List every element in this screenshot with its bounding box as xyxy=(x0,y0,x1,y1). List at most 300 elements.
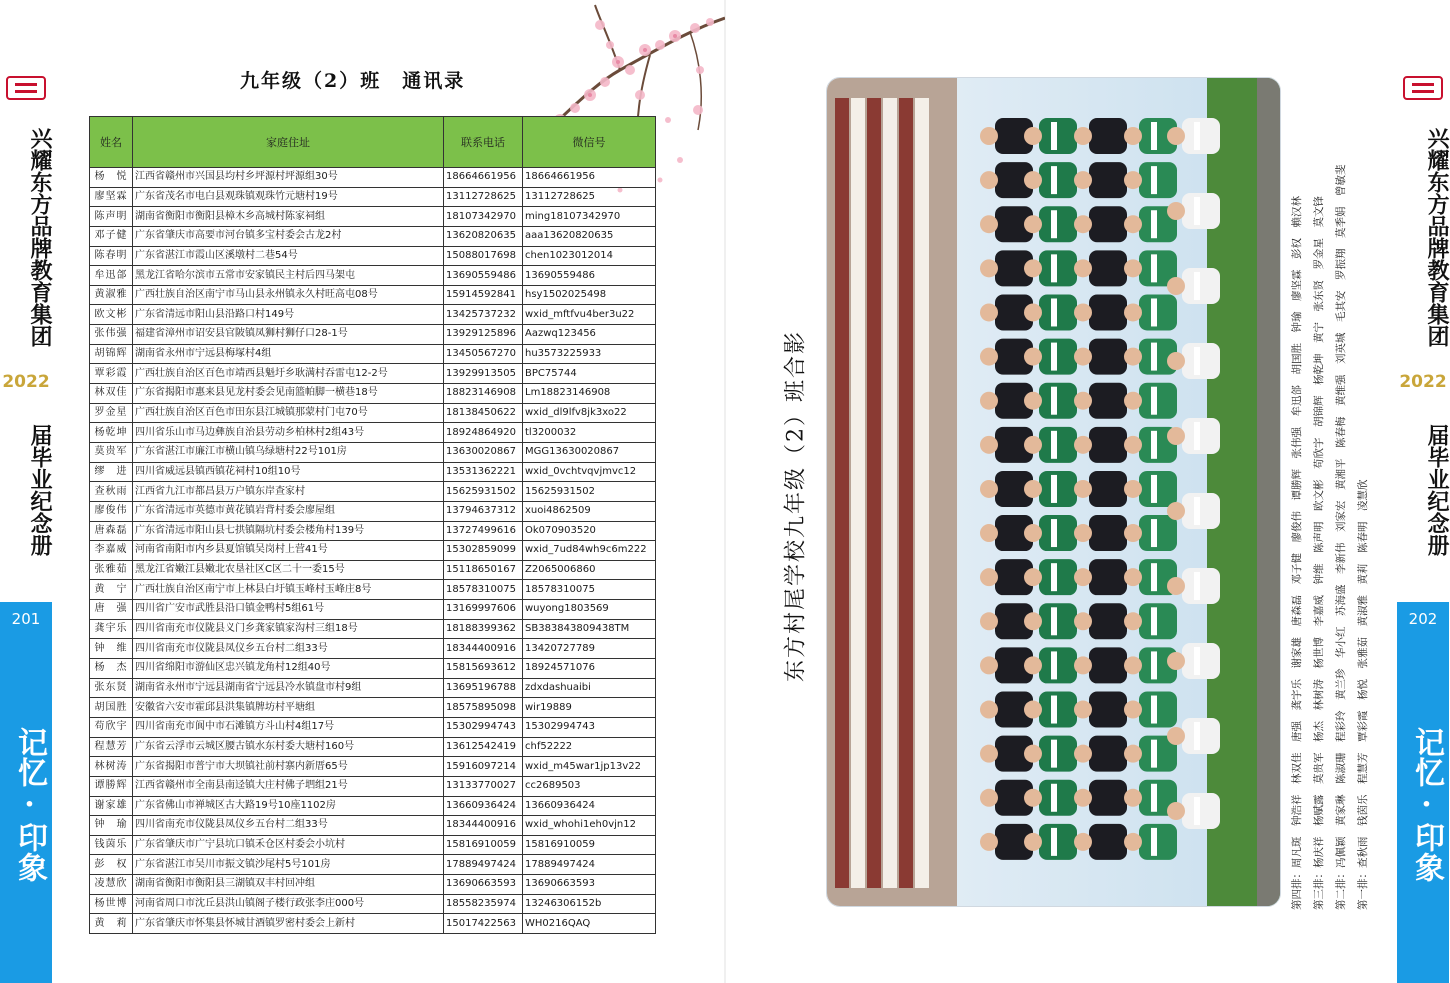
table-row xyxy=(90,207,656,227)
cell-phone: 15815693612 xyxy=(444,659,523,679)
cell-phone: 13695196788 xyxy=(444,678,523,698)
student-figure xyxy=(1039,294,1077,330)
photo-rows-list xyxy=(1282,150,1392,910)
student-figure xyxy=(1039,471,1077,507)
cell-address: 四川省广安市武胜县沿口镇金鸭村5组61号 xyxy=(133,600,444,620)
cell-name: 罗金星 xyxy=(90,403,133,423)
cell-phone: 13425737232 xyxy=(444,305,523,325)
cell-phone: 18188399362 xyxy=(444,619,523,639)
student-figure xyxy=(1139,515,1177,551)
cell-phone: 13450567270 xyxy=(444,344,523,364)
student-figure xyxy=(1039,206,1077,242)
table-row xyxy=(90,344,656,364)
cell-name: 欧文彬 xyxy=(90,305,133,325)
cell-address: 广东省揭阳市普宁市大坝镇社前村寨内新厝65号 xyxy=(133,757,444,777)
student-face xyxy=(1124,789,1142,807)
student-face xyxy=(1024,524,1042,542)
uniform-stripe xyxy=(1051,210,1057,238)
uniform-stripe xyxy=(1151,651,1157,679)
student-face xyxy=(1024,701,1042,719)
student-figure xyxy=(1039,118,1077,154)
photo-row-4: 第四排：周凡斑 钟浩祥 林双佳 唐强 龚宇乐 谢家雄 唐森磊 邓子健 廖俊伟 谭勝辉 张伟强 牟迅郃 胡国胜 钟瑜 廖坚霖 彭权 赖汉林 xyxy=(1291,196,1303,910)
cell-address: 河南省周口市沈丘县洪山镇阁子楼行政张李庄000号 xyxy=(133,894,444,914)
table-row xyxy=(90,384,656,404)
cell-name: 杨世博 xyxy=(90,894,133,914)
cell-name: 钟 瑜 xyxy=(90,816,133,836)
student-figure xyxy=(1139,824,1177,860)
student-face xyxy=(1167,127,1185,145)
table-row xyxy=(90,835,656,855)
uniform-stripe xyxy=(1051,343,1057,371)
uniform-stripe xyxy=(1151,343,1157,371)
cell-name: 钟 维 xyxy=(90,639,133,659)
student-figure xyxy=(1089,471,1127,507)
uniform-stripe xyxy=(1151,784,1157,812)
uniform-stripe xyxy=(1151,696,1157,724)
cell-phone: 13794637312 xyxy=(444,501,523,521)
student-figure xyxy=(1089,824,1127,860)
student-figure xyxy=(1182,793,1220,829)
cell-wechat: xuoi4862509 xyxy=(523,501,656,521)
uniform-stripe xyxy=(1051,254,1057,282)
right-side-strip xyxy=(1397,0,1449,983)
cell-phone: 18823146908 xyxy=(444,384,523,404)
cell-phone: 15302859099 xyxy=(444,541,523,561)
cell-phone: 13612542419 xyxy=(444,737,523,757)
cell-address: 广东省茂名市电白县观珠镇观珠竹元塘村19号 xyxy=(133,187,444,207)
uniform-stripe xyxy=(1051,696,1057,724)
cell-name: 林双佳 xyxy=(90,384,133,404)
student-figure xyxy=(1182,493,1220,529)
student-figure xyxy=(1089,162,1127,198)
student-face xyxy=(1024,789,1042,807)
table-row xyxy=(90,541,656,561)
cell-wechat: 18664661956 xyxy=(523,168,656,188)
cell-address: 广东省清远市英德市黄花镇岩背村委会廖屋组 xyxy=(133,501,444,521)
student-figure xyxy=(1182,268,1220,304)
cell-name: 谢家雄 xyxy=(90,796,133,816)
uniform-stripe xyxy=(1051,298,1057,326)
uniform-stripe xyxy=(1151,254,1157,282)
table-row xyxy=(90,796,656,816)
cell-wechat: 18578310075 xyxy=(523,580,656,600)
cell-address: 安徽省六安市霍邱县洪集镇牌坊村平塘组 xyxy=(133,698,444,718)
cell-phone: 15625931502 xyxy=(444,482,523,502)
cell-name: 唐森磊 xyxy=(90,521,133,541)
cell-name: 胡锦辉 xyxy=(90,344,133,364)
cell-name: 胡国胜 xyxy=(90,698,133,718)
student-face xyxy=(1074,303,1092,321)
cell-name: 陈声明 xyxy=(90,207,133,227)
student-face xyxy=(1024,656,1042,674)
cell-name: 钱茵乐 xyxy=(90,835,133,855)
student-figure xyxy=(1039,559,1077,595)
student-figure xyxy=(1139,692,1177,728)
student-figure xyxy=(1039,162,1077,198)
roster-title: 九年级（2）班 通讯录 xyxy=(240,70,466,92)
student-figure xyxy=(1182,343,1220,379)
cell-wechat: Lm18823146908 xyxy=(523,384,656,404)
cell-phone: 13660936424 xyxy=(444,796,523,816)
student-figure xyxy=(1089,250,1127,286)
cell-name: 杨乾坤 xyxy=(90,423,133,443)
student-figure xyxy=(1089,603,1127,639)
student-face xyxy=(1074,348,1092,366)
cell-name: 张东贤 xyxy=(90,678,133,698)
student-figure xyxy=(1039,603,1077,639)
cell-name: 牟迅郃 xyxy=(90,266,133,286)
table-row xyxy=(90,698,656,718)
student-figure xyxy=(1039,250,1077,286)
cell-address: 广东省清远市阳山县沿路口村149号 xyxy=(133,305,444,325)
table-body xyxy=(90,168,656,934)
student-face xyxy=(1124,436,1142,454)
table-row xyxy=(90,266,656,286)
table-row xyxy=(90,875,656,895)
page-number-band xyxy=(0,602,52,983)
cell-wechat: 17889497424 xyxy=(523,855,656,875)
student-face xyxy=(980,701,998,719)
student-face xyxy=(1124,127,1142,145)
student-face xyxy=(980,348,998,366)
table-row xyxy=(90,403,656,423)
student-figure xyxy=(1182,643,1220,679)
student-face xyxy=(1074,789,1092,807)
student-face xyxy=(1167,577,1185,595)
cell-name: 唐 强 xyxy=(90,600,133,620)
cell-name: 查秋雨 xyxy=(90,482,133,502)
cell-phone: 13169997606 xyxy=(444,600,523,620)
student-figure xyxy=(1089,206,1127,242)
cell-name: 黄 莉 xyxy=(90,914,133,934)
student-face xyxy=(1074,656,1092,674)
student-figure xyxy=(1089,339,1127,375)
cell-phone: 15017422563 xyxy=(444,914,523,934)
uniform-stripe xyxy=(1194,797,1200,825)
table-row xyxy=(90,659,656,679)
uniform-stripe xyxy=(1051,607,1057,635)
uniform-stripe xyxy=(1151,740,1157,768)
student-face xyxy=(980,833,998,851)
cell-wechat: aaa13620820635 xyxy=(523,226,656,246)
student-face xyxy=(1124,656,1142,674)
cell-wechat: wir19889 xyxy=(523,698,656,718)
student-face xyxy=(1167,277,1185,295)
table-row xyxy=(90,816,656,836)
student-face xyxy=(1124,568,1142,586)
cell-wechat: 13690559486 xyxy=(523,266,656,286)
uniform-stripe xyxy=(1194,572,1200,600)
page-number: 201 xyxy=(11,610,41,628)
cell-wechat: wxid_m45war1jp13v22 xyxy=(523,757,656,777)
uniform-stripe xyxy=(1051,166,1057,194)
table-header-row xyxy=(90,117,656,168)
uniform-stripe xyxy=(1151,828,1157,856)
cell-address: 四川省南充市仪陇县凤仪乡五台村二组33号 xyxy=(133,816,444,836)
cell-wechat: tl3200032 xyxy=(523,423,656,443)
cell-address: 广东省肇庆市怀集县怀城甘酒镇罗密村委会上新村 xyxy=(133,914,444,934)
cell-address: 四川省南充市阆中市石滩镇方斗山村4组17号 xyxy=(133,717,444,737)
cell-phone: 15816910059 xyxy=(444,835,523,855)
cell-address: 河南省南阳市内乡县夏馆镇吴岗村上营41号 xyxy=(133,541,444,561)
table-row xyxy=(90,364,656,384)
cell-wechat: SB383843809438TM xyxy=(523,619,656,639)
memory-label: 记忆·印象 xyxy=(12,726,47,882)
uniform-stripe xyxy=(1151,298,1157,326)
cell-phone: 18575895098 xyxy=(444,698,523,718)
cell-address: 四川省南充市仪陇县义门乡龚家镇家沟村三组18号 xyxy=(133,619,444,639)
student-figure xyxy=(1182,718,1220,754)
student-figure xyxy=(1182,118,1220,154)
student-face xyxy=(1124,480,1142,498)
table-row xyxy=(90,521,656,541)
student-face xyxy=(980,215,998,233)
cell-wechat: wxid_0vchtvqvjmvc12 xyxy=(523,462,656,482)
page-number-band xyxy=(1397,602,1449,983)
student-figure xyxy=(1139,603,1177,639)
header-name: 姓名 xyxy=(90,117,133,168)
cell-address: 黑龙江省嫩江县嫩北农垦社区C区二十一委15号 xyxy=(133,560,444,580)
cell-name: 李嘉威 xyxy=(90,541,133,561)
student-face xyxy=(1124,348,1142,366)
uniform-stripe xyxy=(1151,387,1157,415)
group-name: 兴耀东方品牌教育集团 xyxy=(27,127,52,347)
table-row xyxy=(90,580,656,600)
student-face xyxy=(1124,303,1142,321)
student-face xyxy=(980,436,998,454)
table-row xyxy=(90,757,656,777)
student-figure xyxy=(1139,471,1177,507)
cell-address: 广西壮族自治区南宁市马山县永州镇永久村旺高屯08号 xyxy=(133,285,444,305)
uniform-stripe xyxy=(1194,422,1200,450)
year-label: 2022 xyxy=(1399,372,1447,392)
uniform-stripe xyxy=(1151,563,1157,591)
student-figure xyxy=(1039,647,1077,683)
student-face xyxy=(1167,727,1185,745)
student-figure xyxy=(1039,515,1077,551)
student-figure xyxy=(1039,383,1077,419)
cell-address: 广西壮族自治区南宁市上林县白圩镇玉峰村玉峰庄8号 xyxy=(133,580,444,600)
table-row xyxy=(90,168,656,188)
cell-address: 四川省乐山市马边彝族自治县劳动乡柏林村2组43号 xyxy=(133,423,444,443)
student-figure xyxy=(1089,118,1127,154)
student-face xyxy=(1124,171,1142,189)
cell-wechat: 13690663593 xyxy=(523,875,656,895)
uniform-stripe xyxy=(1151,475,1157,503)
cell-wechat: 15816910059 xyxy=(523,835,656,855)
cell-address: 湖南省永州市宁远县梅塚村4组 xyxy=(133,344,444,364)
cell-wechat: ming18107342970 xyxy=(523,207,656,227)
student-face xyxy=(1167,652,1185,670)
cell-phone: 13630020867 xyxy=(444,442,523,462)
table-row xyxy=(90,639,656,659)
table-row xyxy=(90,226,656,246)
cell-phone: 15302994743 xyxy=(444,717,523,737)
header-address: 家庭住址 xyxy=(133,117,444,168)
student-figure xyxy=(1039,780,1077,816)
cell-address: 湖南省永州市宁远县湖南省宁远县冷水镇盘市村9组 xyxy=(133,678,444,698)
table-row xyxy=(90,855,656,875)
student-face xyxy=(1167,352,1185,370)
student-face xyxy=(1074,701,1092,719)
uniform-stripe xyxy=(1194,272,1200,300)
student-face xyxy=(1074,833,1092,851)
group-name: 兴耀东方品牌教育集团 xyxy=(1424,127,1449,347)
class-group-photo xyxy=(826,77,1281,907)
cell-phone: 18578310075 xyxy=(444,580,523,600)
student-face xyxy=(980,745,998,763)
cell-wechat: zdxdashuaibi xyxy=(523,678,656,698)
cell-phone: 13531362221 xyxy=(444,462,523,482)
student-face xyxy=(1167,802,1185,820)
cell-address: 广东省湛江市廉江市横山镇乌绿塘村22号101房 xyxy=(133,442,444,462)
student-figure xyxy=(1139,162,1177,198)
student-face xyxy=(1124,524,1142,542)
student-face xyxy=(1074,745,1092,763)
cell-phone: 18344400916 xyxy=(444,816,523,836)
cell-phone: 13727499616 xyxy=(444,521,523,541)
student-face xyxy=(1024,348,1042,366)
cell-name: 陈春明 xyxy=(90,246,133,266)
cell-address: 广西壮族自治区百色市靖西县魁圩乡耿满村吞雷屯12-2号 xyxy=(133,364,444,384)
photo-caption: 东方村尾学校九年级（2）班合影 xyxy=(783,330,809,682)
uniform-stripe xyxy=(1194,497,1200,525)
left-side-strip xyxy=(0,0,52,983)
uniform-stripe xyxy=(1194,647,1200,675)
uniform-stripe xyxy=(1194,722,1200,750)
student-face xyxy=(1024,833,1042,851)
cell-name: 龚宇乐 xyxy=(90,619,133,639)
student-figure xyxy=(1089,692,1127,728)
photo-row-2: 第二排：冯佩颖 黄家琳 陈淑珊 程彩玲 黄兰珍 华小红 苏海盛 李新伟 刘家宏 黄湘平 陈春梅 黄维强 刘英城 毛其安 罗振翔 莫季娟 曾敏斐 xyxy=(1335,164,1347,910)
memorial-label: 届毕业纪念册 xyxy=(1424,424,1449,556)
cell-phone: 13133770027 xyxy=(444,776,523,796)
table-row xyxy=(90,187,656,207)
cell-address: 广西壮族自治区百色市田东县江城镇那蒙村门屯70号 xyxy=(133,403,444,423)
uniform-stripe xyxy=(1194,122,1200,150)
cell-phone: 13929913505 xyxy=(444,364,523,384)
student-face xyxy=(1024,127,1042,145)
cell-wechat: 13246306152b xyxy=(523,894,656,914)
cell-wechat: Aazwq123456 xyxy=(523,325,656,345)
cell-name: 缪 进 xyxy=(90,462,133,482)
table-row xyxy=(90,482,656,502)
student-face xyxy=(1074,171,1092,189)
cell-phone: 18558235974 xyxy=(444,894,523,914)
cell-wechat: hsy1502025498 xyxy=(523,285,656,305)
cell-phone: 13620820635 xyxy=(444,226,523,246)
student-face xyxy=(1024,568,1042,586)
table-row xyxy=(90,717,656,737)
cell-phone: 18138450622 xyxy=(444,403,523,423)
table-row xyxy=(90,462,656,482)
student-figure xyxy=(1089,736,1127,772)
student-face xyxy=(1167,427,1185,445)
cell-wechat: wxid_mftfvu4ber3u22 xyxy=(523,305,656,325)
cell-address: 湖南省衡阳市衡阳县三湖镇双丰村回冲组 xyxy=(133,875,444,895)
uniform-stripe xyxy=(1051,387,1057,415)
student-face xyxy=(980,127,998,145)
cell-address: 四川省威远县镇西镇花祠村10组10号 xyxy=(133,462,444,482)
cell-phone: 18924864920 xyxy=(444,423,523,443)
table-row xyxy=(90,285,656,305)
student-face xyxy=(1074,524,1092,542)
uniform-stripe xyxy=(1151,122,1157,150)
brand-logo xyxy=(1403,76,1443,100)
student-figure xyxy=(1039,692,1077,728)
table-row xyxy=(90,325,656,345)
uniform-stripe xyxy=(1051,431,1057,459)
cell-wechat: 18924571076 xyxy=(523,659,656,679)
cell-phone: 18107342970 xyxy=(444,207,523,227)
cell-name: 覃彩霞 xyxy=(90,364,133,384)
cell-phone: 13112728625 xyxy=(444,187,523,207)
student-face xyxy=(1074,480,1092,498)
student-figure xyxy=(1089,780,1127,816)
cell-phone: 13690663593 xyxy=(444,875,523,895)
cell-address: 广东省揭阳市惠来县见龙村委会见南篮帕脚一横巷18号 xyxy=(133,384,444,404)
table-row xyxy=(90,737,656,757)
student-face xyxy=(980,259,998,277)
student-face xyxy=(1024,171,1042,189)
student-face xyxy=(1074,392,1092,410)
uniform-stripe xyxy=(1051,828,1057,856)
uniform-stripe xyxy=(1051,563,1057,591)
table-row xyxy=(90,678,656,698)
cell-address: 江西省九江市都昌县万户镇东岸查家村 xyxy=(133,482,444,502)
cell-address: 江西省赣州市兴国县均村乡坪源村坪源组30号 xyxy=(133,168,444,188)
student-face xyxy=(1024,745,1042,763)
table-row xyxy=(90,442,656,462)
student-face xyxy=(1074,436,1092,454)
student-figure xyxy=(1089,383,1127,419)
student-face xyxy=(1024,215,1042,233)
uniform-stripe xyxy=(1151,431,1157,459)
cell-name: 黄 宁 xyxy=(90,580,133,600)
table-row xyxy=(90,776,656,796)
cell-name: 廖俊伟 xyxy=(90,501,133,521)
uniform-stripe xyxy=(1151,607,1157,635)
student-figure xyxy=(1039,339,1077,375)
student-figure xyxy=(1139,383,1177,419)
student-face xyxy=(1074,612,1092,630)
cell-phone: 17889497424 xyxy=(444,855,523,875)
cell-name: 苟欣宇 xyxy=(90,717,133,737)
cell-wechat: 13420727789 xyxy=(523,639,656,659)
cell-name: 凌慧欣 xyxy=(90,875,133,895)
student-face xyxy=(1024,436,1042,454)
cell-wechat: 15302994743 xyxy=(523,717,656,737)
student-face xyxy=(980,789,998,807)
cell-name: 谭勝辉 xyxy=(90,776,133,796)
cell-wechat: hu3573225933 xyxy=(523,344,656,364)
cell-phone: 13690559486 xyxy=(444,266,523,286)
cell-wechat: BPC75744 xyxy=(523,364,656,384)
cell-address: 江西省赣州市全南县南迳镇大庄村佛子垇组21号 xyxy=(133,776,444,796)
student-face xyxy=(1124,745,1142,763)
table-row xyxy=(90,501,656,521)
cell-address: 广东省湛江市吴川市振文镇沙尾村5号101房 xyxy=(133,855,444,875)
student-face xyxy=(980,524,998,542)
cell-wechat: wxid_dl9lfv8jk3xo22 xyxy=(523,403,656,423)
student-face xyxy=(980,392,998,410)
table-row xyxy=(90,560,656,580)
cell-wechat: Ok070903520 xyxy=(523,521,656,541)
cell-phone: 13929125896 xyxy=(444,325,523,345)
memory-label: 记忆·印象 xyxy=(1409,726,1444,882)
cell-wechat: MGG13630020867 xyxy=(523,442,656,462)
cell-address: 黑龙江省哈尔滨市五常市安家镇民主村后四马架屯 xyxy=(133,266,444,286)
